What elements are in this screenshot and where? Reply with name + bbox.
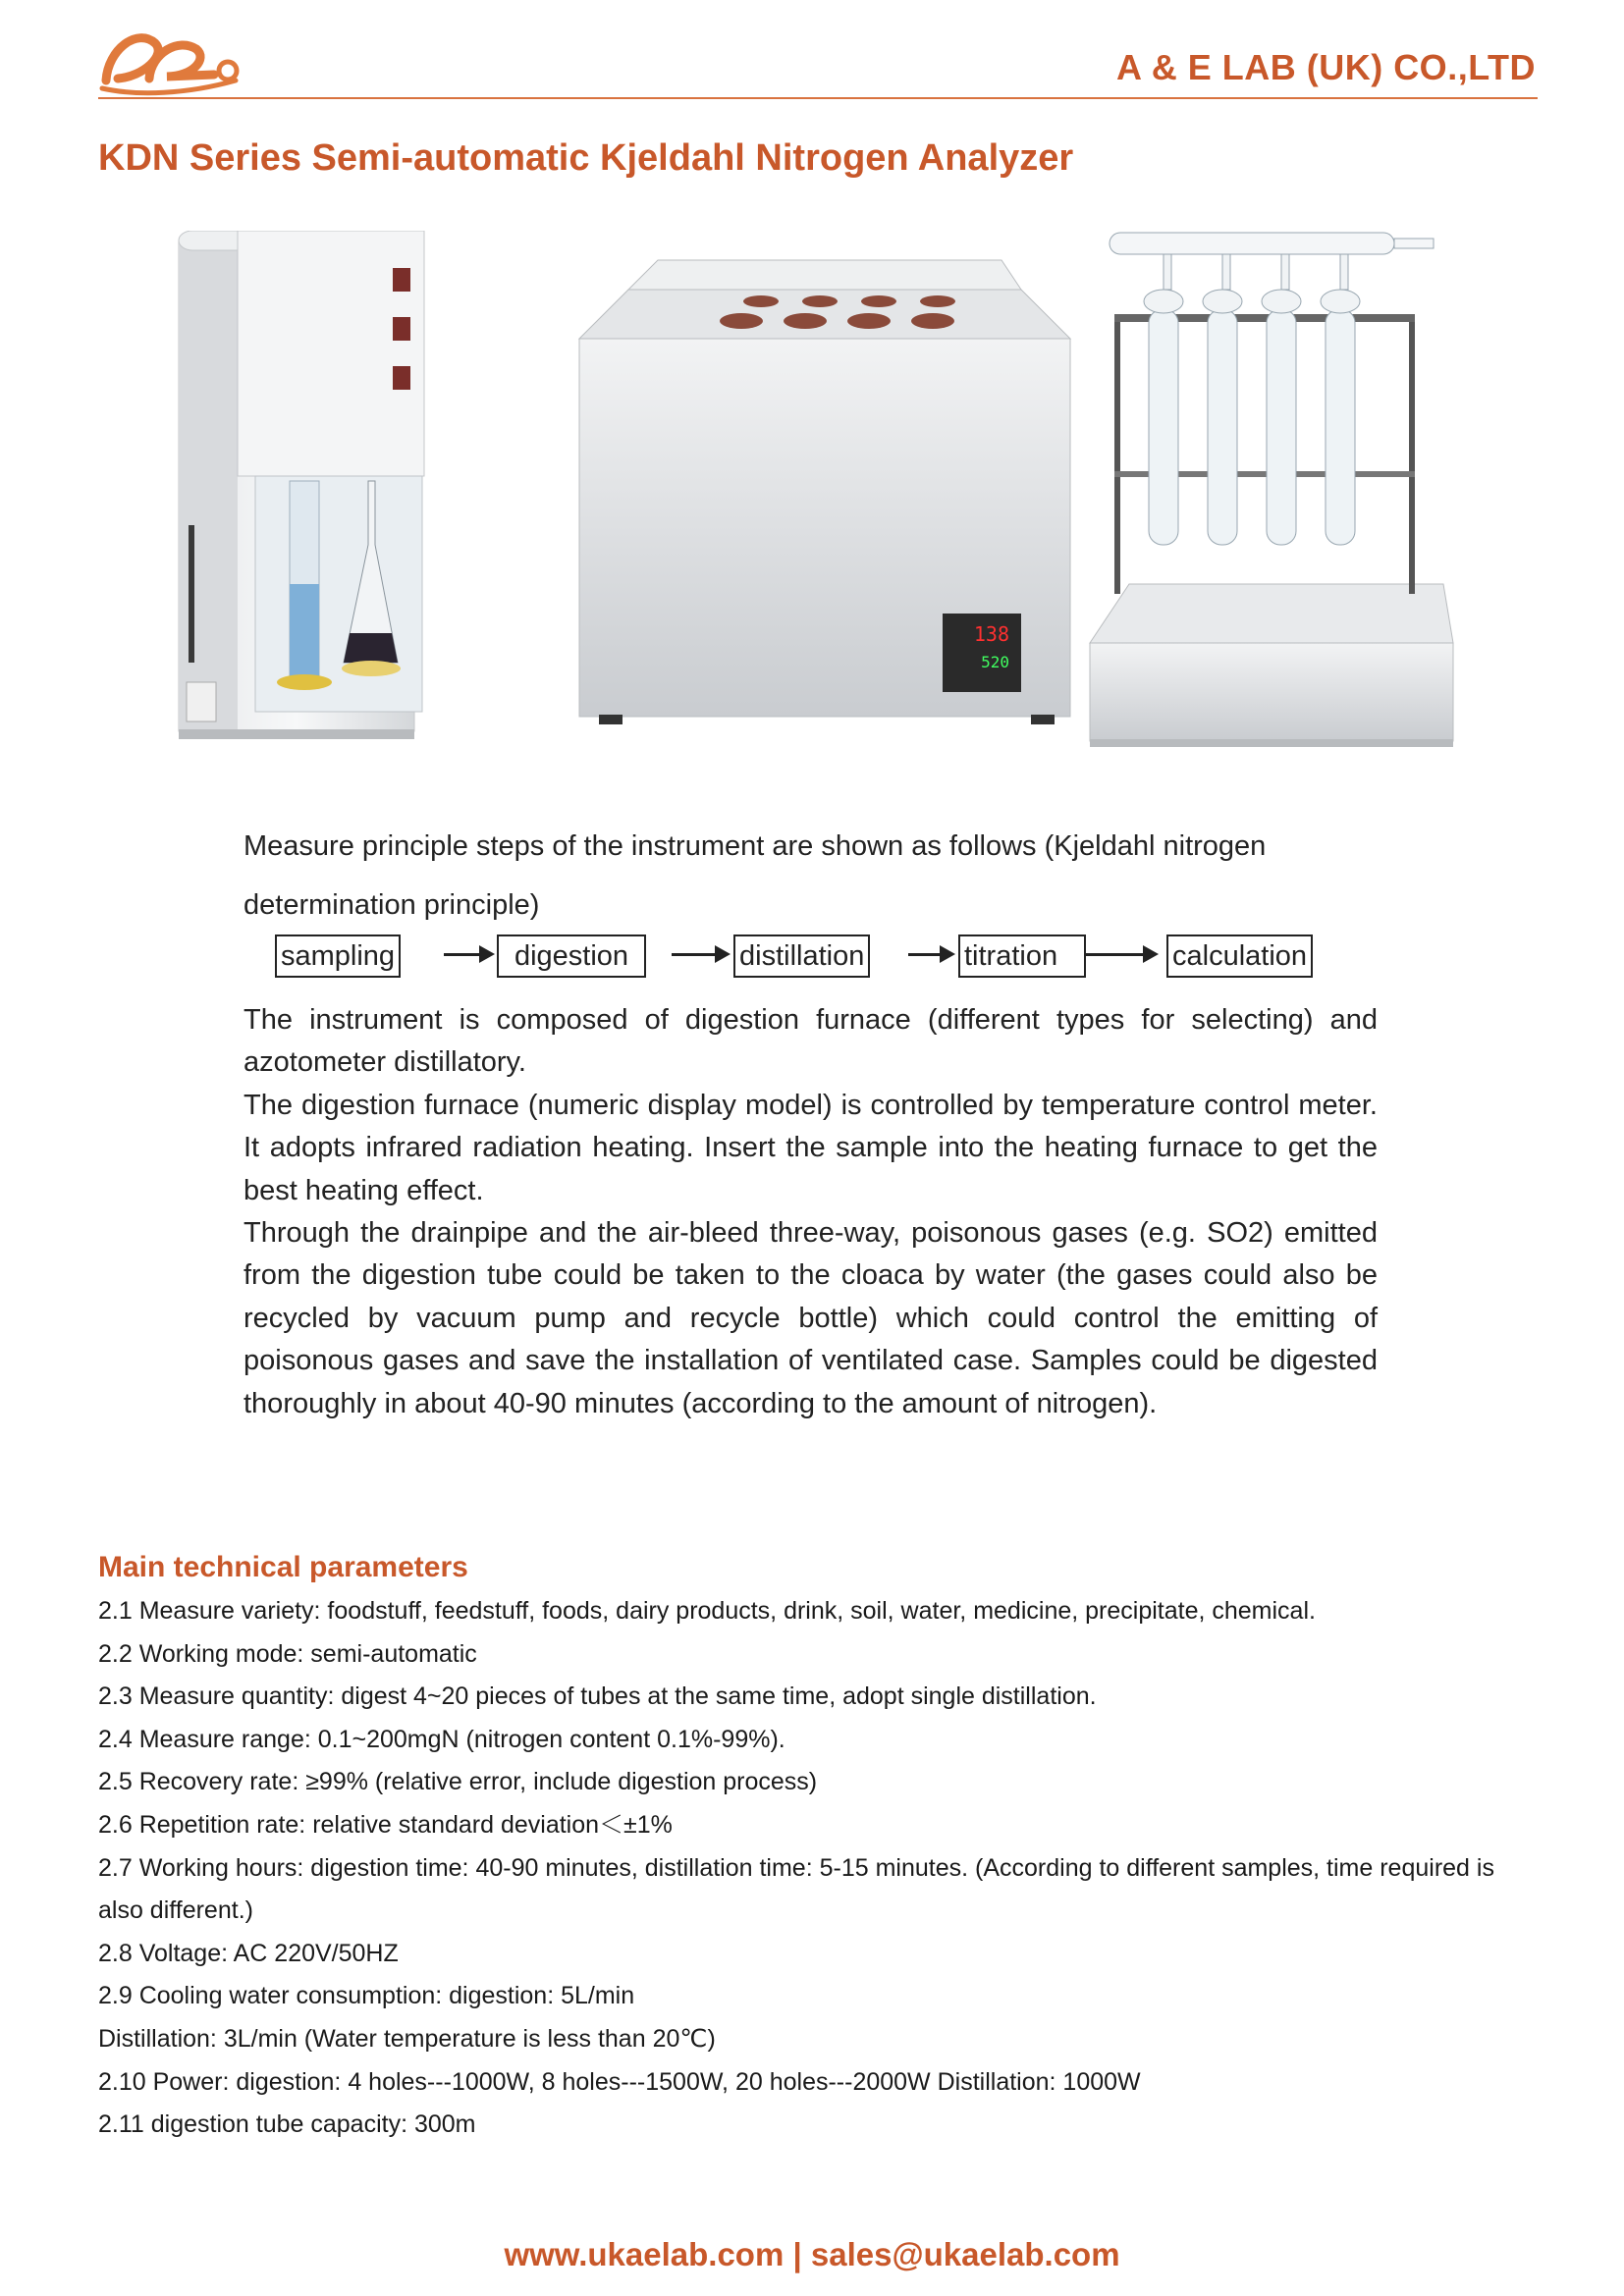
param-item: 2.3 Measure quantity: digest 4~20 pieces of tubes at the same time, adopt single distillation.	[98, 1682, 1097, 1711]
param-item: 2.9 Cooling water consumption: digestion: 5L/min	[98, 1982, 635, 2010]
company-name: A & E LAB (UK) CO.,LTD	[1116, 47, 1536, 87]
param-item: 2.1 Measure variety: foodstuff, feedstuff, foods, dairy products, drink, soil, water, medicine, precipitate, chemical.	[98, 1597, 1316, 1625]
furnace-display-top: 138	[973, 622, 1009, 646]
flow-arrow	[908, 953, 951, 956]
param-item: 2.6 Repetition rate: relative standard deviation＜±1%	[98, 1810, 673, 1839]
param-item: 2.11 digestion tube capacity: 300m	[98, 2110, 476, 2139]
flow-step-calculation: calculation	[1166, 934, 1313, 978]
flow-step-digestion: digestion	[497, 934, 646, 978]
company-logo	[98, 20, 241, 96]
param-item: 2.5 Recovery rate: ≥99% (relative error, include digestion process)	[98, 1768, 818, 1796]
digestion-furnace-image	[579, 260, 1070, 724]
description-paragraph: The instrument is composed of digestion furnace (different types for selecting) and azotometer distillatory.	[244, 1004, 1378, 1079]
flow-arrow	[1086, 953, 1155, 956]
param-item: 2.4 Measure range: 0.1~200mgN (nitrogen content 0.1%-99%).	[98, 1725, 785, 1753]
header-divider	[98, 97, 1538, 99]
param-item: 2.10 Power: digestion: 4 holes---1000W, 8 holes---1500W, 20 holes---2000W Distillation: 1000W	[98, 2067, 1141, 2096]
flow-arrow	[672, 953, 727, 956]
param-item: Distillation: 3L/min (Water temperature is less than 20℃)	[98, 2024, 716, 2053]
flow-arrow	[444, 953, 491, 956]
product-photos	[167, 231, 1492, 761]
footer-contact: www.ukaelab.com | sales@ukaelab.com	[504, 2236, 1120, 2272]
process-flow	[275, 934, 1335, 980]
param-item: 2.2 Working mode: semi-automatic	[98, 1639, 477, 1668]
flow-step-sampling: sampling	[275, 934, 401, 978]
instrument-description	[244, 999, 1378, 1425]
page-title: KDN Series Semi-automatic Kjeldahl Nitrogen Analyzer	[98, 137, 1074, 179]
description-paragraph: The digestion furnace (numeric display model) is controlled by temperature control meter. It adopts infrared radiation heating. Insert the sample into the heating furnace to get the best heating effect.	[244, 1089, 1378, 1206]
param-item: 2.8 Voltage: AC 220V/50HZ	[98, 1939, 399, 1967]
flow-step-titration: titration	[958, 934, 1086, 978]
digestion-rack-image	[1090, 233, 1453, 747]
distillation-unit-image	[179, 231, 424, 739]
principle-intro: Measure principle steps of the instrument are shown as follows (Kjeldahl nitrogen determination principle)	[244, 830, 1267, 921]
flow-step-distillation: distillation	[733, 934, 870, 978]
description-paragraph: Through the drainpipe and the air-bleed three-way, poisonous gases (e.g. SO2) emitted from the digestion tube could be taken to the cloaca by water (the gases could also be recycled by vacuum pump and recycle bottle) which could control the emitting of poisonous gases and save the installation of ventilated case. Samples could be digested thoroughly in about 40-90 minutes (according to the amount of nitrogen).	[244, 1217, 1378, 1419]
params-heading: Main technical parameters	[98, 1551, 468, 1583]
param-item: 2.7 Working hours: digestion time: 40-90 minutes, distillation time: 5-15 minutes. (According to different samples, time required is also different.)	[98, 1853, 1494, 1925]
furnace-display-bottom: 520	[981, 653, 1009, 671]
params-list	[98, 1590, 1502, 2147]
